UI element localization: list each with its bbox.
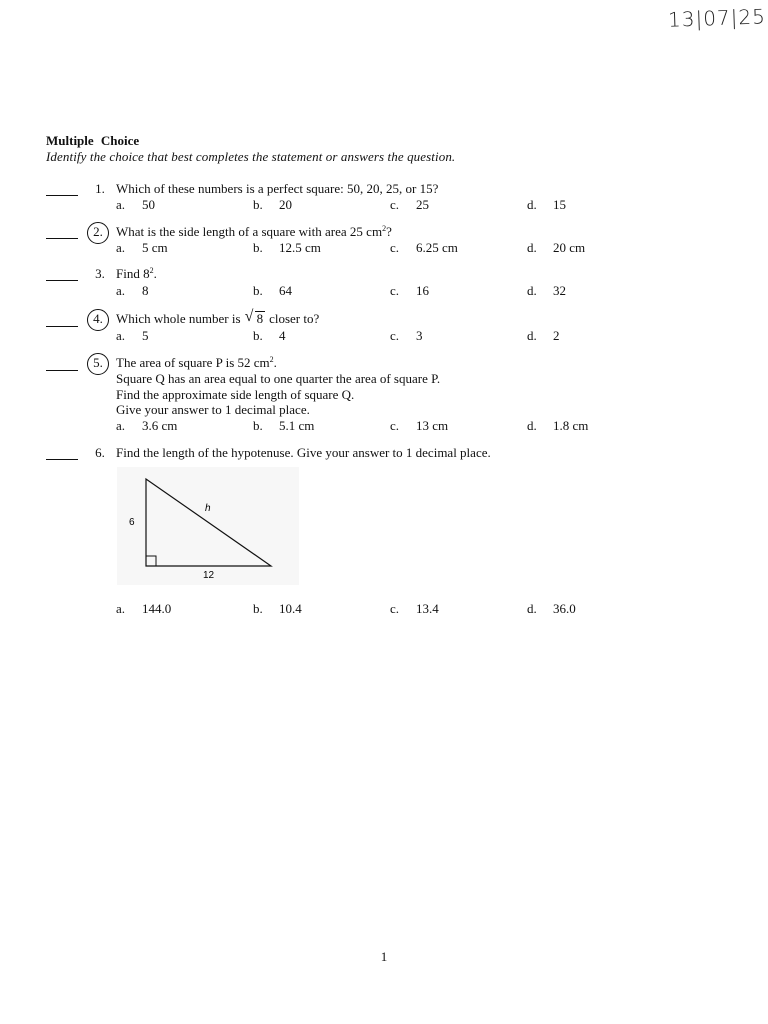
answer-blank[interactable]: [46, 447, 78, 460]
page-number: 1: [380, 949, 388, 964]
option-d: d. 2: [527, 328, 560, 343]
option-b: b. 20: [253, 197, 292, 212]
option-c: c. 13 cm: [390, 418, 449, 433]
question-text: Which whole number is √ 8 closer to?: [116, 308, 320, 326]
question-number: 4.: [93, 311, 103, 326]
square-root-symbol: √ 8: [244, 308, 264, 326]
option-d: d. 15: [527, 197, 566, 212]
answer-blank[interactable]: [46, 358, 78, 371]
question-text: Give your answer to 1 decimal place.: [116, 402, 310, 417]
question-text: The area of square P is 52 $cm^2$.: [116, 355, 277, 370]
question-number: 2.: [93, 224, 103, 239]
option-b: b. 64: [253, 283, 292, 298]
option-d: d. 1.8 cm: [527, 418, 589, 433]
hypotenuse-label: h: [205, 503, 211, 514]
question-number: 5.: [93, 355, 103, 370]
answer-blank[interactable]: [46, 226, 78, 239]
question-number: 6.: [95, 445, 105, 460]
option-c: c. 13.4: [390, 601, 439, 616]
question-text: What is the side length of a square with area 25 $cm^2$?: [116, 224, 392, 239]
option-c: c. 6.25 cm: [390, 240, 458, 255]
base-label: 12: [203, 570, 215, 581]
option-c: c. 16: [390, 283, 429, 298]
answer-blank[interactable]: [46, 314, 78, 327]
question-text: Find the approximate side length of square Q.: [116, 387, 355, 402]
option-d: d. 32: [527, 283, 566, 298]
section-instructions: Identify the choice that best completes the statement or answers the question.: [46, 149, 456, 164]
question-text: Which of these numbers is a perfect square: 50, 20, 25, or 15?: [116, 181, 439, 196]
height-label: 6: [129, 517, 135, 528]
option-a: a. 3.6 cm: [116, 418, 178, 433]
handwritten-date: 13|07|25: [667, 4, 767, 32]
option-b: b. 4: [253, 328, 286, 343]
question-number: 3.: [95, 266, 105, 281]
option-a: a. 8: [116, 283, 149, 298]
question-text: Square Q has an area equal to one quarter the area of square P.: [116, 371, 441, 386]
option-c: c. 25: [390, 197, 429, 212]
option-b: b. 12.5 cm: [253, 240, 321, 255]
right-triangle-diagram: [117, 467, 299, 585]
option-b: b. 10.4: [253, 601, 302, 616]
answer-blank[interactable]: [46, 183, 78, 196]
option-a: a. 5 cm: [116, 240, 168, 255]
question-text: Find $8^2$.: [116, 266, 157, 281]
option-a: a. 50: [116, 197, 155, 212]
option-a: a. 144.0: [116, 601, 172, 616]
answer-blank[interactable]: [46, 268, 78, 281]
option-c: c. 3: [390, 328, 423, 343]
option-b: b. 5.1 cm: [253, 418, 315, 433]
option-d: d. 36.0: [527, 601, 576, 616]
option-d: d. 20 cm: [527, 240, 586, 255]
option-a: a. 5: [116, 328, 149, 343]
section-title: Multiple Choice: [46, 133, 140, 148]
question-number: 1.: [95, 181, 105, 196]
diagram-background: [117, 467, 299, 585]
question-text: Find the length of the hypotenuse. Give your answer to 1 decimal place.: [116, 445, 491, 460]
